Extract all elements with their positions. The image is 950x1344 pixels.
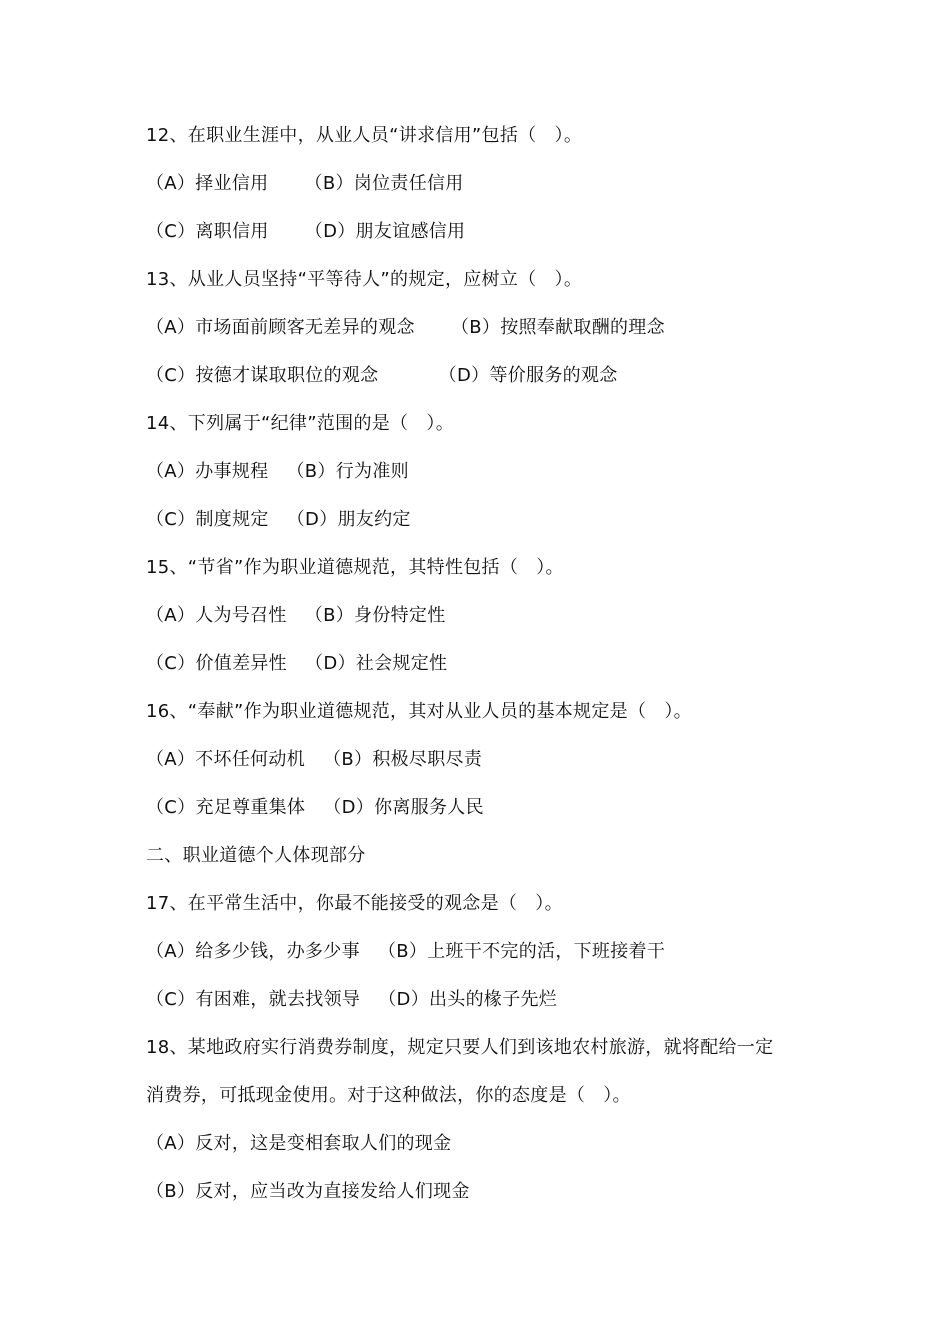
question-16: 16、“奉献”作为职业道德规范，其对从业人员的基本规定是（ ）。 xyxy=(146,701,692,722)
q16-options-cd: （C）充足尊重集体 （D）你离服务人民 xyxy=(146,797,484,818)
q18-option-b: （B）反对，应当改为直接发给人们现金 xyxy=(146,1181,470,1202)
q15-options-cd: （C）价值差异性 （D）社会规定性 xyxy=(146,653,448,674)
q16-options-ab: （A）不坏任何动机 （B）积极尽职尽责 xyxy=(146,749,483,770)
question-14: 14、下列属于“纪律”范围的是（ ）。 xyxy=(146,413,455,434)
section-heading: 二、职业道德个人体现部分 xyxy=(146,845,366,866)
question-12: 12、在职业生涯中，从业人员“讲求信用”包括（ ）。 xyxy=(146,125,583,146)
question-13: 13、从业人员坚持“平等待人”的规定，应树立（ ）。 xyxy=(146,269,583,290)
q17-options-cd: （C）有困难，就去找领导 （D）出头的椽子先烂 xyxy=(146,989,558,1010)
q14-options-ab: （A）办事规程 （B）行为准则 xyxy=(146,461,409,482)
question-17: 17、在平常生活中，你最不能接受的观念是（ ）。 xyxy=(146,893,563,914)
question-18-line1: 18、某地政府实行消费券制度，规定只要人们到该地农村旅游，就将配给一定 xyxy=(146,1037,774,1058)
q12-options-ab: （A）择业信用 （B）岗位责任信用 xyxy=(146,173,464,194)
q15-options-ab: （A）人为号召性 （B）身份特定性 xyxy=(146,605,446,626)
q18-option-a: （A）反对，这是变相套取人们的现金 xyxy=(146,1133,452,1154)
q13-options-ab: （A）市场面前顾客无差异的观念 （B）按照奉献取酬的理念 xyxy=(146,317,665,338)
q14-options-cd: （C）制度规定 （D）朋友约定 xyxy=(146,509,411,530)
question-18-line2: 消费券，可抵现金使用。对于这种做法，你的态度是（ ）。 xyxy=(146,1085,631,1106)
q13-options-cd: （C）按德才谋取职位的观念 （D）等价服务的观念 xyxy=(146,365,618,386)
q12-options-cd: （C）离职信用 （D）朋友谊感信用 xyxy=(146,221,466,242)
question-15: 15、“节省”作为职业道德规范，其特性包括（ ）。 xyxy=(146,557,564,578)
q17-options-ab: （A）给多少钱，办多少事 （B）上班干不完的活，下班接着干 xyxy=(146,941,666,962)
